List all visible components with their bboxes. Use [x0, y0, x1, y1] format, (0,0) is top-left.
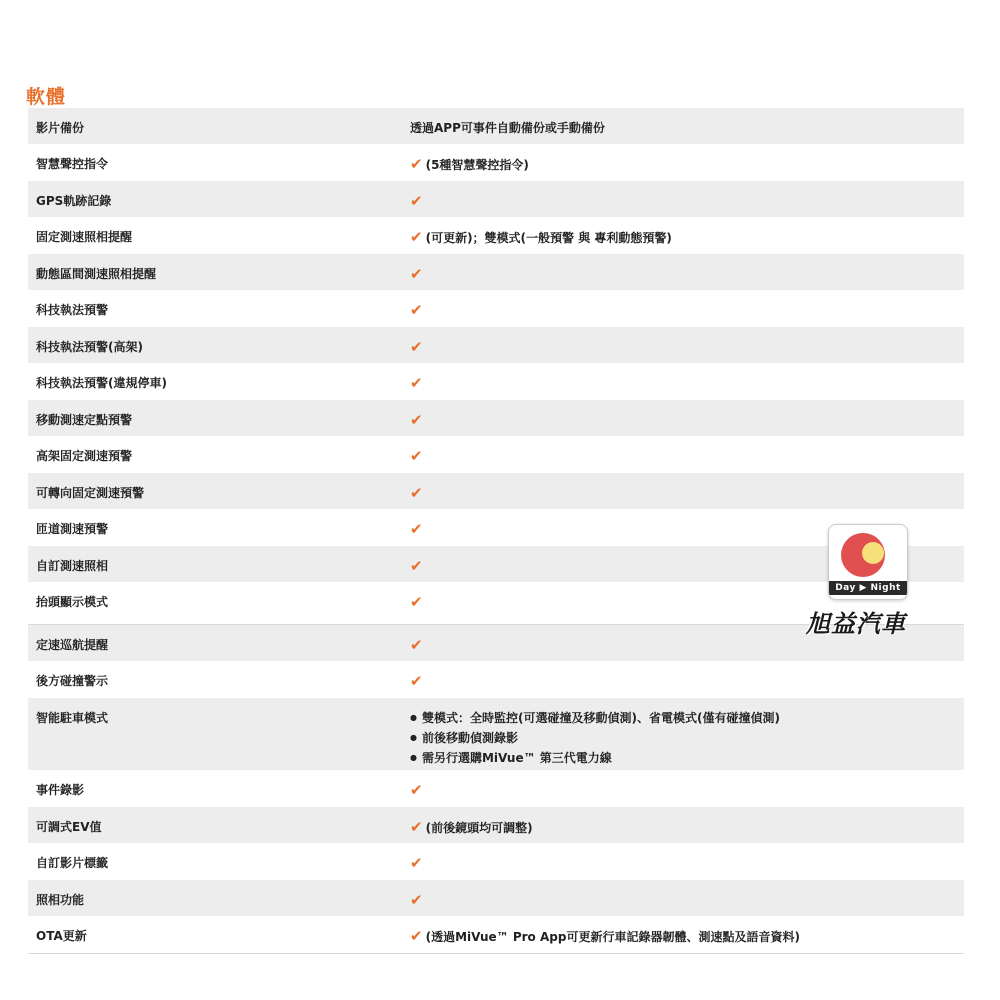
row-value	[410, 338, 964, 357]
check-icon: ✔	[410, 781, 423, 799]
row-label: 科技執法預警(高架)	[36, 340, 143, 354]
row-label: 固定測速照相提醒	[36, 230, 133, 244]
row-label: 智能駐車模式	[36, 711, 109, 725]
watermark-badge: Day ▶ Night	[829, 581, 907, 595]
row-value	[410, 484, 964, 503]
row-label: OTA更新	[36, 929, 87, 943]
check-icon: ✔	[410, 411, 423, 429]
table-row	[28, 770, 964, 807]
row-detail: (透過MiVue™ Pro App可更新行車記錄器韌體、測速點及語音資料)	[425, 930, 800, 944]
row-label: 可轉向固定測速預警	[36, 486, 145, 500]
row-value	[410, 411, 964, 430]
check-icon: ✔	[410, 854, 423, 872]
row-value	[410, 192, 964, 211]
bullet-item: ● 前後移動偵測錄影	[410, 729, 964, 749]
row-label: 智慧聲控指令	[36, 157, 109, 171]
table-row	[28, 880, 964, 916]
check-icon: ✔	[410, 228, 423, 246]
check-icon: ✔	[410, 891, 423, 909]
row-value	[410, 447, 964, 466]
row-label: 可調式EV值	[36, 820, 102, 834]
row-label: 科技執法預警	[36, 303, 109, 317]
row-value	[410, 155, 964, 174]
table-row	[28, 400, 964, 436]
row-label: 科技執法預警(違規停車)	[36, 376, 167, 390]
row-label: 移動測速定點預警	[36, 413, 133, 427]
table-row	[28, 698, 964, 770]
day-night-logo-icon	[837, 529, 899, 581]
row-label: 照相功能	[36, 893, 85, 907]
check-icon: ✔	[410, 265, 423, 283]
row-label: GPS軌跡記錄	[36, 194, 112, 208]
row-value	[410, 265, 964, 284]
row-detail: (前後鏡頭均可調整)	[425, 821, 533, 835]
watermark	[806, 524, 936, 639]
table-row	[28, 290, 964, 327]
table-row	[28, 436, 964, 473]
row-value	[410, 301, 964, 320]
row-value	[410, 228, 964, 247]
row-value	[410, 374, 964, 393]
check-icon: ✔	[410, 818, 423, 836]
row-value	[410, 672, 964, 691]
row-value	[410, 709, 964, 769]
check-icon: ✔	[410, 636, 423, 654]
table-row	[28, 363, 964, 400]
watermark-name: 旭益汽車	[806, 610, 906, 638]
row-label: 高架固定測速預警	[36, 449, 133, 463]
bullet-item: ● 需另行選購MiVue™ 第三代電力線	[410, 749, 964, 769]
row-value	[410, 781, 964, 800]
table-row	[28, 181, 964, 217]
row-value	[410, 891, 964, 910]
check-icon: ✔	[410, 374, 423, 392]
section-title: 軟體	[26, 86, 67, 108]
table-row	[28, 807, 964, 843]
check-icon: ✔	[410, 338, 423, 356]
check-icon: ✔	[410, 484, 423, 502]
table-bottom-rule	[28, 953, 964, 954]
row-value	[410, 854, 964, 873]
table-row	[28, 108, 964, 144]
check-icon: ✔	[410, 927, 423, 945]
row-detail: 透過APP可事件自動備份或手動備份	[410, 121, 605, 135]
row-label: 抬頭顯示模式	[36, 595, 109, 609]
table-row	[28, 327, 964, 363]
row-label: 影片備份	[36, 121, 85, 135]
row-value	[410, 927, 964, 946]
row-detail: (5種智慧聲控指令)	[425, 158, 529, 172]
row-label: 動態區間測速照相提醒	[36, 267, 157, 281]
table-row	[28, 916, 964, 953]
check-icon: ✔	[410, 301, 423, 319]
check-icon: ✔	[410, 155, 423, 173]
check-icon: ✔	[410, 447, 423, 465]
table-row	[28, 843, 964, 880]
row-value	[410, 818, 964, 837]
table-row	[28, 661, 964, 698]
row-label: 事件錄影	[36, 783, 85, 797]
watermark-logo-card	[828, 524, 908, 600]
row-value	[410, 119, 964, 137]
row-detail: (可更新)；雙模式(一般預警 與 專利動態預警)	[425, 231, 672, 245]
check-icon: ✔	[410, 557, 423, 575]
row-label: 後方碰撞警示	[36, 674, 109, 688]
check-icon: ✔	[410, 672, 423, 690]
check-icon: ✔	[410, 192, 423, 210]
table-row	[28, 144, 964, 181]
bullet-list	[410, 709, 964, 769]
check-icon: ✔	[410, 593, 423, 611]
row-label: 自訂測速照相	[36, 559, 109, 573]
row-label: 自訂影片標籤	[36, 856, 109, 870]
row-label: 定速巡航提醒	[36, 638, 109, 652]
bullet-item: ● 雙模式：全時監控(可選碰撞及移動偵測)、省電模式(僅有碰撞偵測)	[410, 709, 964, 729]
row-label: 匝道測速預警	[36, 522, 109, 536]
check-icon: ✔	[410, 520, 423, 538]
table-row	[28, 217, 964, 254]
table-row	[28, 254, 964, 290]
table-row	[28, 473, 964, 509]
